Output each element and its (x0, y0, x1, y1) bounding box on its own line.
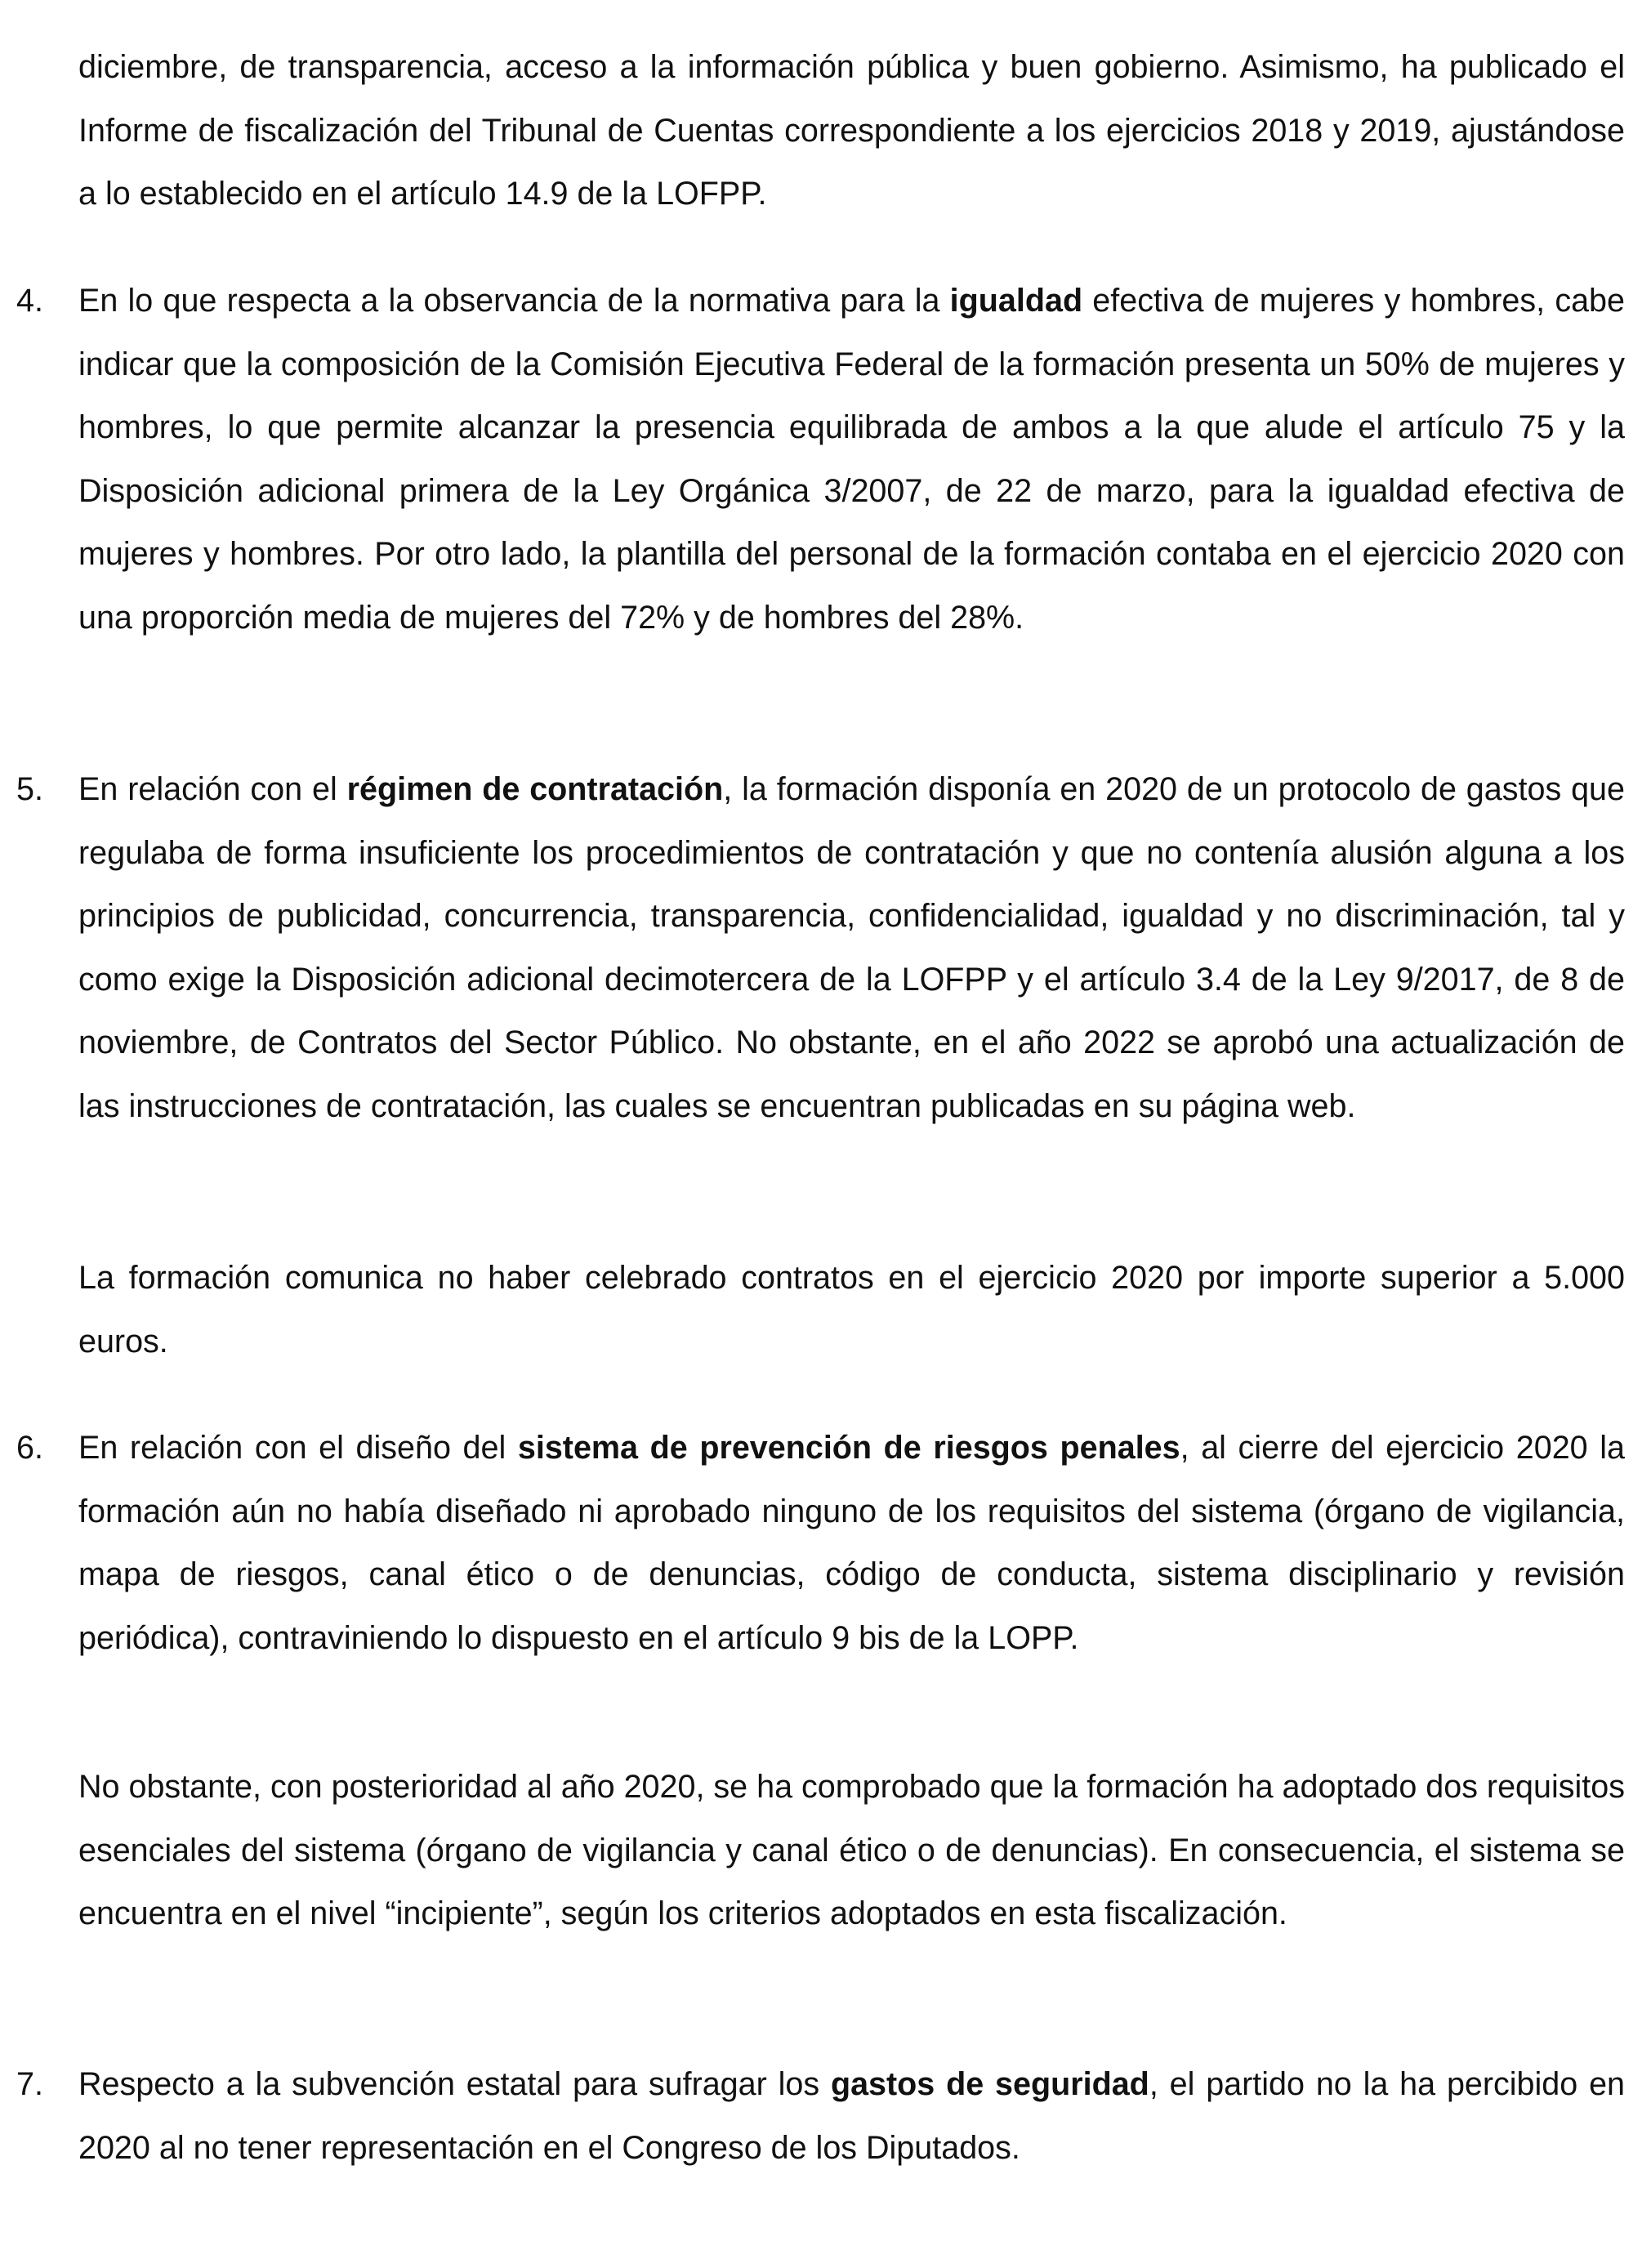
item-7-number: 7. (16, 2066, 43, 2102)
item-7-bold-term: gastos de seguridad (830, 2066, 1149, 2102)
item-5-paragraph (78, 758, 1625, 1139)
item-6-paragraph (78, 1417, 1625, 1670)
item-4-paragraph (78, 270, 1625, 650)
item-6-text-start: En relación con el diseño del (78, 1430, 518, 1466)
item-7-text-start: Respecto a la subvención estatal para sufragar los (78, 2066, 831, 2102)
item-5-text-start: En relación con el (78, 771, 347, 807)
item-6-number: 6. (16, 1430, 43, 1466)
item-5-bold-term: régimen de contratación (346, 771, 724, 807)
item-4-number: 4. (16, 283, 43, 319)
item-5-number: 5. (16, 771, 43, 807)
item-4-bold-term: igualdad (949, 283, 1083, 319)
item-6-bold-term: sistema de prevención de riesgos penales (517, 1430, 1180, 1466)
intro-paragraph: diciembre, de transparencia, acceso a la información pública y buen gobierno. Asimismo, ha publicado el Informe de fiscalización del Tribunal de Cuentas correspondiente a los ejercicios 2018 y 2019, ajustándose a lo establecido en el artículo 14.9 de la LOFPP. (78, 49, 1625, 212)
item-7-paragraph (78, 2053, 1625, 2180)
item-4-text-start: En lo que respecta a la observancia de la normativa para la (78, 283, 950, 319)
item-6-text-end: , al cierre del ejercicio 2020 la formación aún no había diseñado ni aprobado ninguno de los requisitos del sistema (órgano de vigilancia, mapa de riesgos, canal ético o de denuncias, código de conducta, sistema disciplinario y revisión periódica), contraviniendo lo dispuesto en el artículo 9 bis de la LOPP. (78, 1430, 1625, 1656)
item-5-extra-paragraph: La formación comunica no haber celebrado contratos en el ejercicio 2020 por importe superior a 5.000 euros. (78, 1260, 1625, 1359)
item-6-extra-paragraph: No obstante, con posterioridad al año 2020, se ha comprobado que la formación ha adoptado dos requisitos esenciales del sistema (órgano de vigilancia y canal ético o de denuncias). En consecuencia, el sistema se encuentra en el nivel “incipiente”, según los criterios adoptados en esta fiscalización. (78, 1769, 1625, 1932)
item-5-text-end: , la formación disponía en 2020 de un protocolo de gastos que regulaba de forma insuficiente los procedimientos de contratación y que no contenía alusión alguna a los principios de publicidad, concurrencia, transparencia, confidencialidad, igualdad y no discriminación, tal y como exige la Disposición adicional decimotercera de la LOFPP y el artículo 3.4 de la Ley 9/2017, de 8 de noviembre, de Contratos del Sector Público. No obstante, en el año 2022 se aprobó una actualización de las instrucciones de contratación, las cuales se encuentran publicadas en su página web. (78, 771, 1625, 1124)
item-4-text-end: efectiva de mujeres y hombres, cabe indicar que la composición de la Comisión Ejecutiva Federal de la formación presenta un 50% de mujeres y hombres, lo que permite alcanzar la presencia equilibrada de ambos a la que alude el artículo 75 y la Disposición adicional primera de la Ley Orgánica 3/2007, de 22 de marzo, para la igualdad efectiva de mujeres y hombres. Por otro lado, la plantilla del personal de la formación contaba en el ejercicio 2020 con una proporción media de mujeres del 72% y de hombres del 28%. (78, 283, 1625, 636)
item-7-text-end: , el partido no la ha percibido en 2020 al no tener representación en el Congreso de los Diputados. (78, 2066, 1626, 2166)
